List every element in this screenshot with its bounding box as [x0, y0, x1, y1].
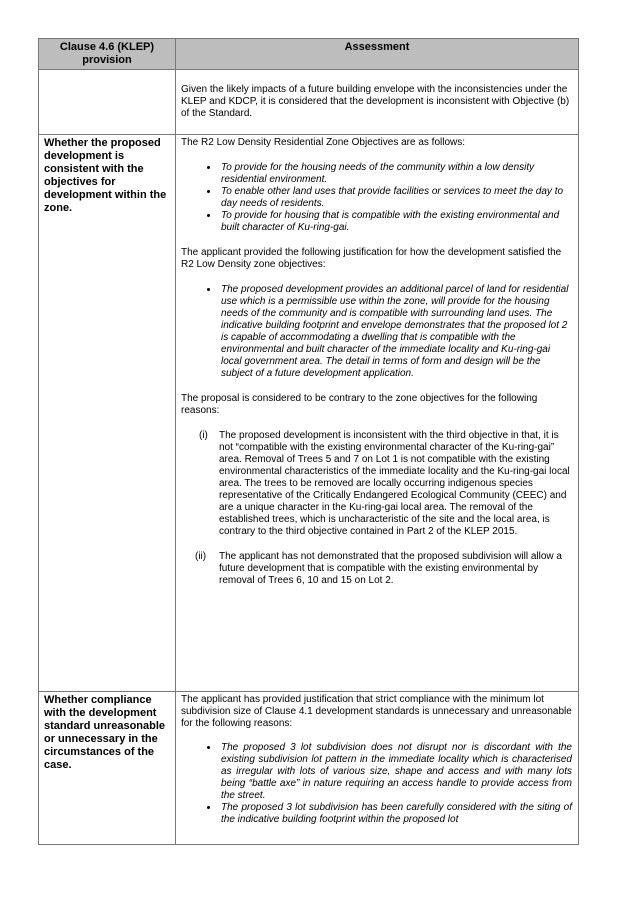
table-header-row [39, 39, 579, 70]
list-item [199, 430, 572, 538]
objective-b-conclusion: Given the likely impacts of a future building envelope with the inconsistencies under the KLEP and KDCP, it is considered that the development is inconsistent with Objective (b) of the Standard. [181, 84, 570, 119]
strict-compliance-intro: The applicant has provided justification that strict compliance with the minimum lot subdivision size of Clause 4.1 development standards is unnecessary and unreasonable for the following reasons: [181, 694, 572, 729]
header-assessment: Assessment [176, 39, 579, 70]
reason-number: (i) [199, 430, 208, 441]
assessment-table [38, 38, 579, 845]
row1-assessment-cell [176, 70, 579, 135]
row2-question: Whether the proposed development is consistent with the objectives for development within the zone. [39, 135, 176, 692]
strict-compliance-list [181, 742, 572, 826]
contrary-reasons-list [181, 430, 572, 587]
zone-objectives-intro: The R2 Low Density Residential Zone Objectives are as follows: [181, 137, 466, 148]
list-item: • The proposed 3 lot subdivision has been carefully considered with the siting of the indicative building footprint within the proposed lot [219, 802, 572, 826]
row3-question: Whether compliance with the development standard unreasonable or unnecessary in the circumstances of the case. [39, 692, 176, 845]
contrary-reasons-intro: The proposal is considered to be contrary to the zone objectives for the following reasons: [181, 393, 538, 416]
list-item: • To enable other land uses that provide facilities or services to meet the day to day needs of residents. [219, 186, 572, 210]
list-item: • To provide for housing that is compatible with the existing environmental and built character of Ku-ring-gai. [219, 210, 572, 234]
reason-text: The applicant has not demonstrated that the proposed subdivision will allow a future development that is compatible with the existing environmental by removal of Trees 6, 10 and 15 on Lot 2. [219, 551, 562, 586]
reason-text: The proposed development is inconsistent with the third objective in that, it is not “compatible with the existing environmental character of the Ku-ring-gai” area. Removal of Trees 5 and 7 on Lot 1 is not compatible with the existing environmental characteristics of the immediate locality and the Ku-ring-gai local area. The trees to be removed are locally occurring indigenous species representative of the Critically Endangered Ecological Community (CEEC) and are a unique character in the Ku-ring-gai local area. The removal of the established trees, which is uncharacteristic of the site and the local area, is contrary to the third objective contained in Part 2 of the KLEP 2015. [219, 430, 570, 537]
row2-assessment-cell [176, 135, 579, 692]
zone-objectives-list [181, 162, 572, 234]
reason-number: (ii) [195, 551, 207, 562]
list-item: • The proposed 3 lot subdivision does not disrupt nor is discordant with the existing subdivision lot pattern in the immediate locality which is characterised as irregular with lots of various size, shape and access and with many lots being “battle axe” in nature requiring an access handle to provide access from the street. [219, 742, 572, 802]
row3-assessment-cell [176, 692, 579, 845]
table-row [39, 70, 579, 135]
list-item: • The proposed development provides an additional parcel of land for residential use which is a permissible use within the zone, will provide for the housing needs of the community and is compatible with surrounding land uses. The indicative building footprint and envelope demonstrates that the proposed lot 2 is capable of accommodating a dwelling that is compatible with the environmental and built character of the immediate locality and Ku-ring-gai local government area. The detail in terms of form and design will be the subject of a future development application. [219, 284, 572, 380]
list-item [195, 551, 572, 587]
row1-question-cell [39, 70, 176, 135]
applicant-justification-list [181, 284, 572, 380]
table-row [39, 135, 579, 692]
table-row [39, 692, 579, 845]
list-item: • To provide for the housing needs of the community within a low density residential environment. [219, 162, 572, 186]
header-clause-provision: Clause 4.6 (KLEP) provision [39, 39, 176, 70]
applicant-justification-intro: The applicant provided the following justification for how the development satisfied the R2 Low Density zone objectives: [181, 247, 562, 270]
